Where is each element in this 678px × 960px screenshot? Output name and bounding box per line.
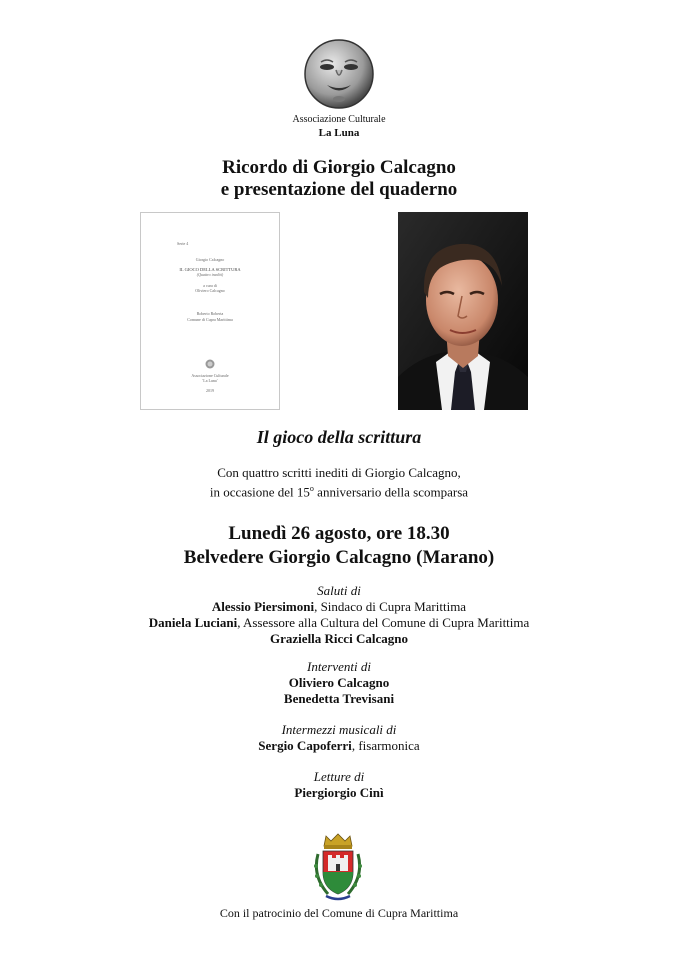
interventi-label: Interventi di xyxy=(307,659,371,674)
saluti-section xyxy=(0,583,678,647)
saluti-label: Saluti di xyxy=(317,583,361,598)
speaker-line: Piergiorgio Cinì xyxy=(294,785,384,800)
moon-face-logo xyxy=(303,38,375,110)
organization-label: Associazione Culturale xyxy=(292,114,386,125)
speaker-line: Benedetta Trevisani xyxy=(283,691,395,706)
speaker-line: Daniela Luciani, Assessore alla Cultura del Comune di Cupra Marittima xyxy=(148,615,530,630)
book-title: Il gioco della scrittura xyxy=(256,427,422,447)
organization-name: La Luna xyxy=(318,127,360,139)
coat-of-arms-icon xyxy=(310,832,366,904)
booklet-seal-icon xyxy=(205,359,215,369)
speaker-line: Graziella Ricci Calcagno xyxy=(270,631,408,646)
booklet-cover-image: Serie 4 Giorgio Calcagno IL GIOCO DELLA SCRITTURA (Quattro inediti) a cura di Oliviero Calcagno Roberto Roberta Comune di Cupra Marittima Associazione Culturale 'La Luna' 2019 xyxy=(140,212,280,410)
sponsorship-note: Con il patrocinio del Comune di Cupra Marittima xyxy=(219,906,459,920)
interventi-section xyxy=(0,659,678,707)
letture-label: Letture di xyxy=(313,769,365,784)
musica-section xyxy=(0,722,678,754)
page-title: Ricordo di Giorgio Calcagno e presentazione del quaderno xyxy=(220,157,458,200)
speaker-line: Alessio Piersimoni, Sindaco di Cupra Marittima xyxy=(211,599,467,614)
speaker-line: Sergio Capoferri, fisarmonica xyxy=(258,738,420,753)
letture-section xyxy=(0,769,678,801)
event-date-place xyxy=(0,522,678,570)
portrait-photo xyxy=(398,212,528,410)
musica-label: Intermezzi musicali di xyxy=(281,722,397,737)
speaker-line: Oliviero Calcagno xyxy=(288,675,390,690)
event-place: Belvedere Giorgio Calcagno (Marano) xyxy=(183,547,495,568)
event-description: Con quattro scritti inediti di Giorgio Calcagno, in occasione del 15$^o$ anniversario della scomparsa xyxy=(209,465,469,500)
event-date: Lunedì 26 agosto, ore 18.30 xyxy=(228,523,450,544)
